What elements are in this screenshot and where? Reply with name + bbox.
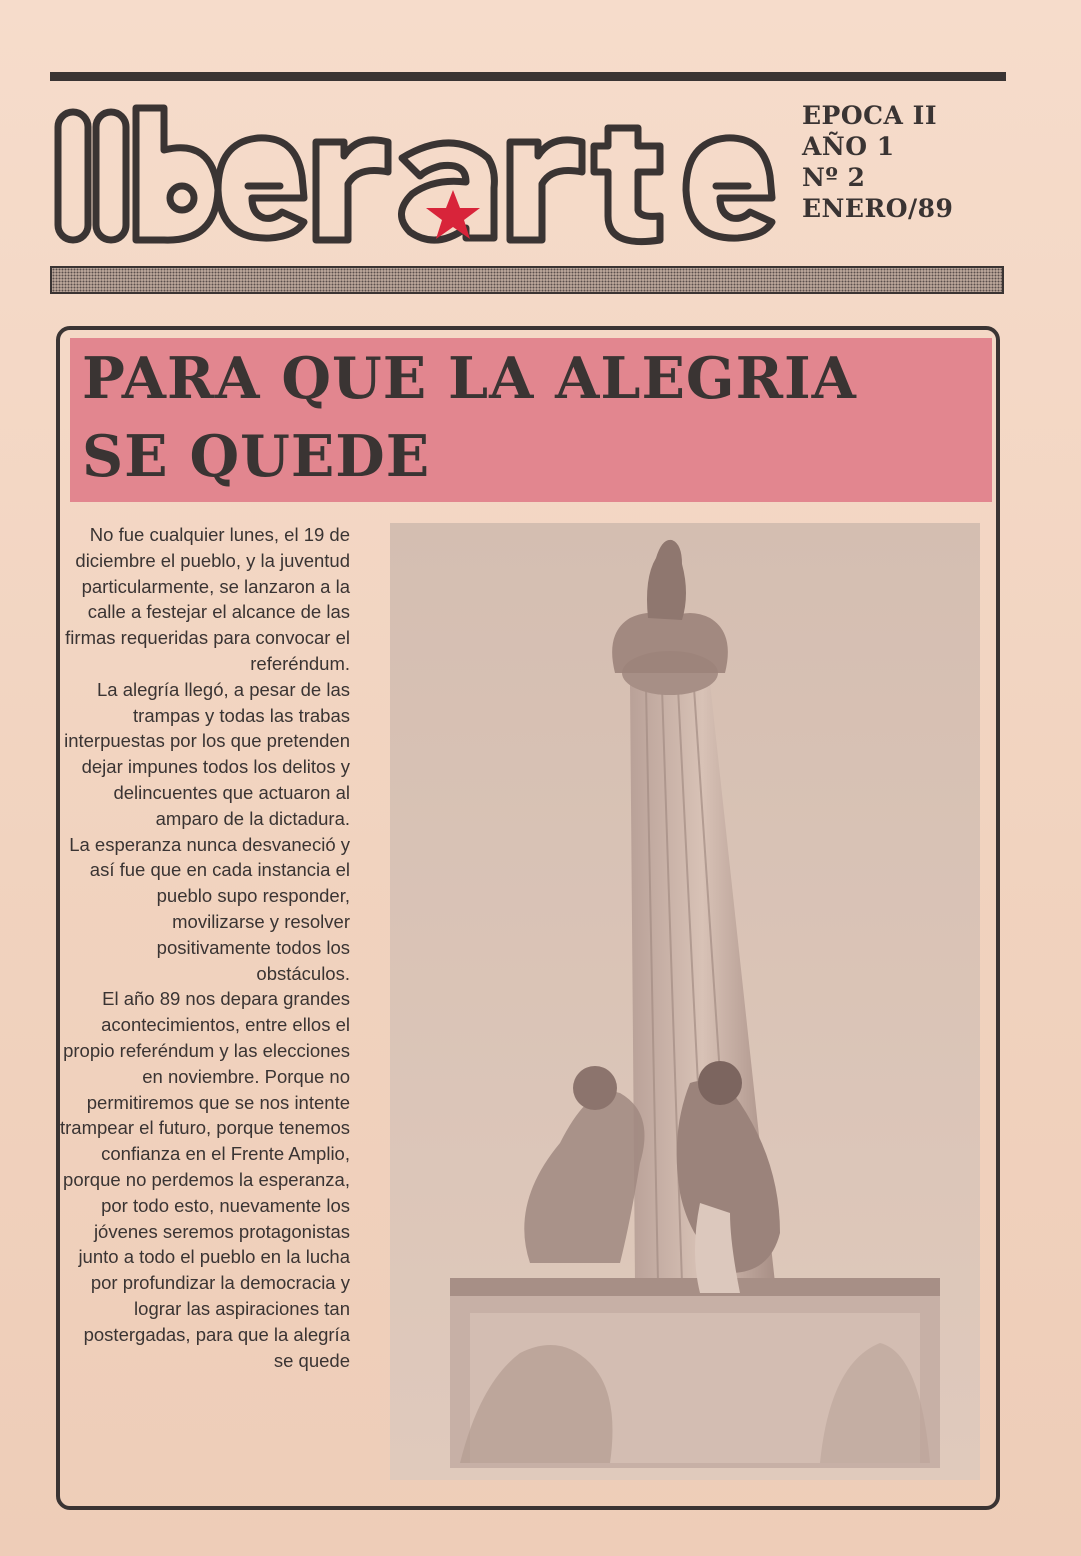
article-paragraph: La alegría llegó, a pesar de las trampas y todas las trabas interpuestas por los que pretenden dejar impunes todos los delitos y delincuentes que actuaron al amparo de la dictadura. [64, 678, 350, 829]
dotted-divider-bar [50, 266, 1004, 294]
article-paragraph: El año 89 nos depara grandes acontecimientos, entre ellos el propio referéndum y las elecciones en noviembre. Porque no permitiremos que se nos intente trampear el futuro, porque tenemos confianza en el Frente Amplio, porque no perdemos la esperanza, por todo esto, nuevamente los jóvenes seremos protagonistas junto a todo el pueblo en la lucha por profundizar la democracia y lograr las aspiraciones tan postergadas, para que la alegría se quede [60, 988, 350, 1371]
headline-line-1: PARA QUE LA ALEGRIA [82, 345, 857, 412]
monument-photo-graphic [390, 523, 980, 1480]
issue-numero: Nº 2 [802, 163, 866, 192]
article-paragraph: La esperanza nunca desvaneció y así fue que en cada instancia el pueblo supo responder, movilizarse y resolver positivamente todos los obstáculos. [69, 833, 350, 984]
issue-epoca: EPOCA II [802, 101, 938, 130]
headline [82, 340, 987, 496]
issue-anio: AÑO 1 [802, 132, 895, 161]
headline-line-2: SE QUEDE [82, 423, 431, 490]
article-body [60, 522, 350, 1373]
issue-info [802, 100, 1012, 224]
monument-photo [390, 523, 980, 1480]
red-star-icon [426, 190, 480, 239]
masthead-logo-graphic [52, 98, 792, 248]
masthead-logo [52, 98, 792, 248]
top-rule [50, 72, 1006, 81]
issue-fecha: ENERO/89 [802, 194, 954, 223]
article-paragraph: No fue cualquier lunes, el 19 de diciembre el pueblo, y la juventud particularmente, se lanzaron a la calle a festejar el alcance de las firmas requeridas para convocar el referéndum. [65, 524, 350, 674]
